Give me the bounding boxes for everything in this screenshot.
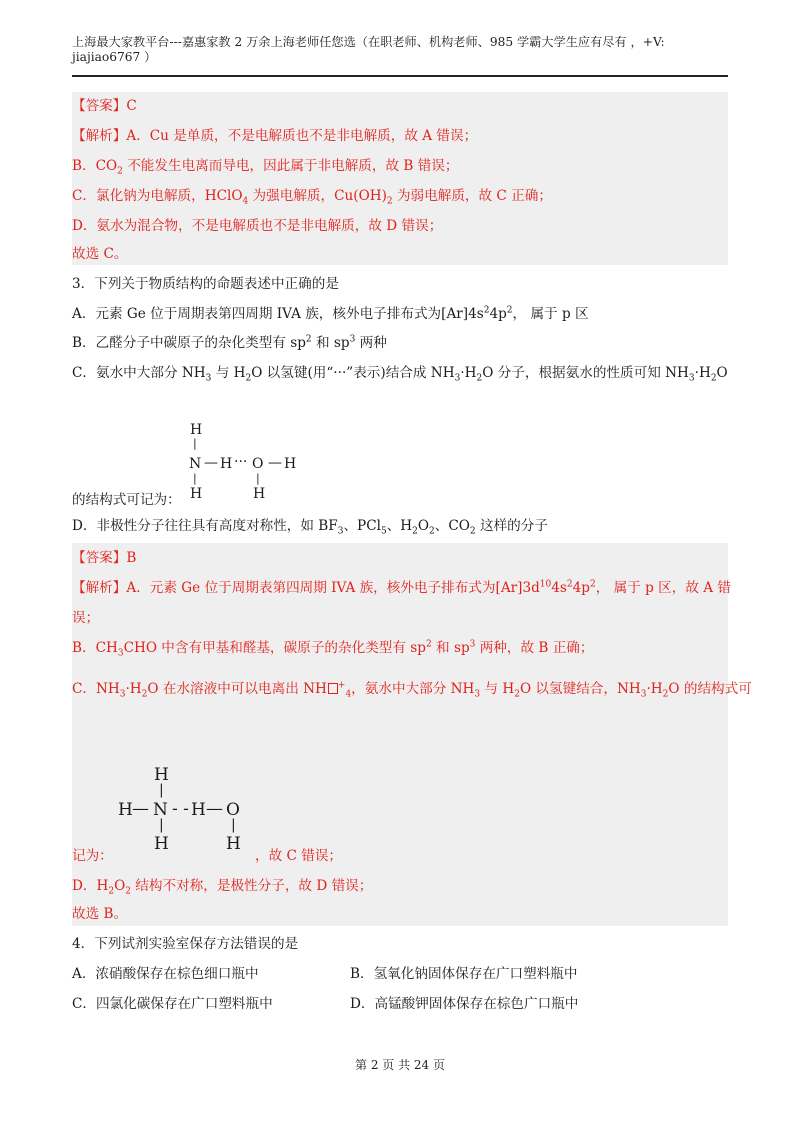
bond-n-h-bottom: | bbox=[193, 472, 197, 485]
page-header bbox=[72, 35, 732, 64]
bond-n-h-bottom: | bbox=[159, 817, 164, 833]
answer-3-line-c-tail-2: ，故 C 错误； bbox=[255, 848, 343, 864]
question-4-option-a: A．浓硝酸保存在棕色细口瓶中 bbox=[72, 966, 259, 982]
atom-h-right: H bbox=[284, 456, 297, 472]
question-4-option-b: B．氢氧化钠固体保存在广口塑料瓶中 bbox=[350, 966, 578, 982]
atom-n: N bbox=[189, 456, 202, 472]
answer-3-line-a-cont: 误； bbox=[72, 610, 100, 626]
answer-1-answer: 【答案】C bbox=[72, 98, 137, 114]
bond-n-h-top: | bbox=[159, 782, 164, 798]
question-4-option-d: D．高锰酸钾固体保存在棕色广口瓶中 bbox=[350, 996, 579, 1012]
header-line-1: 上海最大家教平台---嘉惠家教 2 万余上海老师任您选（在职老师、机构老师、985 学霸大学生应有尽有 ，+V: bbox=[72, 35, 665, 49]
answer-3-line-c: C．$NH_3\cdot H_2O$ 在水溶液中可以电离出 NH +$_4$，氨水中大部分 $NH_3$ 与 $H_2O$ 以氢键结合，$NH_3\cdot H_2O$ 的结构式可 bbox=[72, 680, 752, 700]
question-3-option-c: C．氨水中大部分 $NH_3$ 与 $H_2O$ 以氢键(用“···”表示)结合成 $NH_3\cdot H_2O$ 分子，根据氨水的性质可知 $NH_3\cdot H_2O$ bbox=[72, 365, 728, 384]
atom-n: N bbox=[153, 800, 168, 820]
atom-h-left: H bbox=[118, 800, 133, 820]
atom-h-mid: H bbox=[191, 800, 206, 820]
atom-o: O bbox=[252, 456, 264, 472]
question-3-option-c-tail: 的结构式可记为： bbox=[72, 492, 181, 508]
answer-3-answer: 【答案】B bbox=[72, 550, 137, 566]
answer-1-line-a: 【解析】A．Cu 是单质，不是电解质也不是非电解质，故 A 错误； bbox=[72, 128, 478, 144]
bond-o-h-bottom: | bbox=[256, 472, 260, 485]
bond-n-h: — bbox=[204, 455, 218, 471]
answer-1-line-c: C．氯化钠为电解质，HClO$_4$ 为强电解质，$Cu(OH)_2$ 为弱电解质，故 C 正确； bbox=[72, 188, 552, 207]
atom-h-bottom: H bbox=[190, 486, 203, 502]
page-footer: 第 2 页 共 24 页 bbox=[355, 1058, 445, 1072]
bond-o-h-bottom: | bbox=[231, 817, 236, 833]
answer-3-line-a: 【解析】A．元素 Ge 位于周期表第四周期 IVA 族，核外电子排布式为$[Ar]3d^{10}4s^24p^2$， 属于 p 区，故 A 错 bbox=[72, 579, 731, 596]
answer-block-1-bg bbox=[72, 92, 728, 265]
atom-h-top: H bbox=[190, 422, 203, 438]
question-3-option-d: D．非极性分子往往具有高度对称性，如 $BF_3$、PCl$_5$、$H_2O_2$、$CO_2$ 这样的分子 bbox=[72, 518, 548, 537]
missing-glyph-box bbox=[328, 683, 338, 694]
bond-h-o: — bbox=[206, 799, 223, 819]
answer-1-line-d: D．氨水为混合物，不是电解质也不是非电解质，故 D 错误； bbox=[72, 218, 443, 234]
atom-h-bottom: H bbox=[154, 834, 169, 854]
question-4-option-c: C．四氯化碳保存在广口塑料瓶中 bbox=[72, 996, 273, 1012]
answer-3-line-d: D．$H_2O_2$ 结构不对称，是极性分子，故 D 错误； bbox=[72, 878, 373, 897]
hydrogen-bond-dashes: - - bbox=[172, 799, 189, 819]
atom-o: O bbox=[226, 800, 240, 820]
bond-o-h: — bbox=[268, 455, 282, 471]
bond-n-h-top: | bbox=[193, 437, 197, 450]
atom-h-o-bottom: H bbox=[253, 486, 266, 502]
hydrogen-bond-dots: ··· bbox=[234, 454, 248, 470]
atom-h-mid: H bbox=[220, 456, 233, 472]
answer-1-conclusion: 故选 C。 bbox=[72, 246, 128, 262]
atom-h-top: H bbox=[154, 765, 169, 785]
bond-h-n: — bbox=[132, 799, 149, 819]
header-line-2: jiajiao6767 ） bbox=[72, 49, 157, 64]
header-rule bbox=[72, 75, 728, 77]
nh3-h2o-structure-small bbox=[186, 422, 306, 502]
answer-3-conclusion: 故选 B。 bbox=[72, 906, 128, 922]
question-3-option-b: B．乙醛分子中碳原子的杂化类型有 $sp^2$ 和 $sp^3$ 两种 bbox=[72, 334, 387, 351]
answer-3-line-c-tail-1: 记为： bbox=[72, 848, 113, 864]
answer-3-line-b: B．$CH_3CHO$ 中含有甲基和醛基，碳原子的杂化类型有 $sp^2$ 和 $sp^3$ 两种，故 B 正确； bbox=[72, 639, 594, 659]
question-3-stem: 3．下列关于物质结构的命题表述中正确的是 bbox=[72, 276, 339, 292]
question-3-option-a: A．元素 Ge 位于周期表第四周期 IVA 族，核外电子排布式为$[Ar]4s^24p^2$， 属于 p 区 bbox=[72, 305, 589, 322]
question-4-stem: 4．下列试剂实验室保存方法错误的是 bbox=[72, 936, 299, 952]
nh3-h2o-structure-large bbox=[118, 765, 258, 860]
atom-h-o-bottom: H bbox=[226, 834, 241, 854]
answer-1-line-b: B．$CO_2$ 不能发生电离而导电，因此属于非电解质，故 B 错误； bbox=[72, 158, 459, 177]
answer-block-3-bg bbox=[72, 543, 728, 926]
